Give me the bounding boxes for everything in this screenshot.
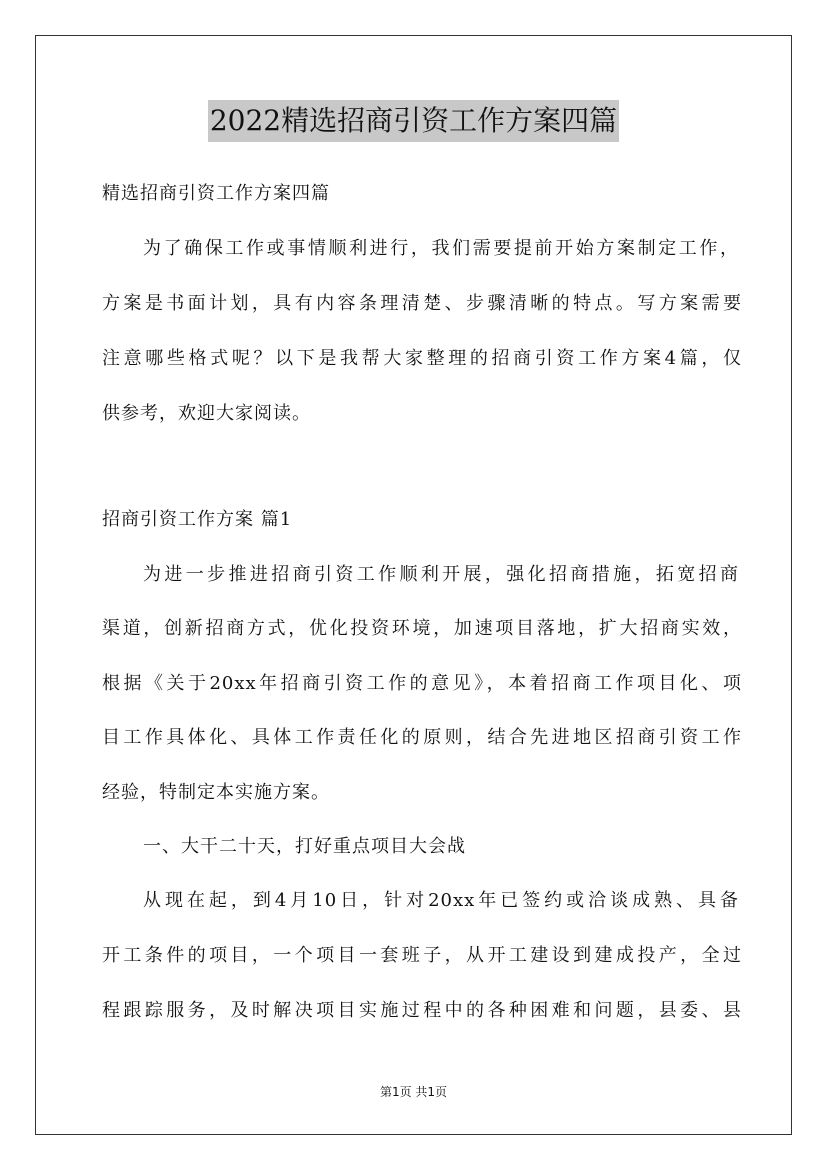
page-footer (0, 1084, 827, 1100)
paragraph1-line-4: 目工作具体化、具体工作责任化的原则，结合先进地区招商引资工作 (102, 727, 742, 748)
paragraph2-line-3: 程跟踪服务，及时解决项目实施过程中的各种困难和问题，县委、县 (102, 1000, 742, 1021)
item-heading: 一、大干二十天，打好重点项目大会战 (143, 836, 466, 857)
paragraph1-line-2: 渠道，创新招商方式，优化投资环境，加速项目落地，扩大招商实效， (102, 618, 742, 639)
paragraph1-line-3: 根据《关于20xx年招商引资工作的意见》，本着招商工作项目化、项 (102, 673, 742, 694)
paragraph2-line-1: 从现在起，到4月10日，针对20xx年已签约或洽谈成熟、具备 (143, 890, 739, 911)
paragraph1-line-5: 经验，特制定本实施方案。 (102, 782, 330, 803)
document-subtitle: 精选招商引资工作方案四篇 (102, 183, 330, 204)
paragraph1-line-1: 为进一步推进招商引资工作顺利开展，强化招商措施，拓宽招商 (143, 564, 739, 585)
intro-line-4: 供参考，欢迎大家阅读。 (102, 403, 311, 424)
intro-line-1: 为了确保工作或事情顺利进行，我们需要提前开始方案制定工作， (143, 238, 739, 259)
page-number-label: 第1页 共1页 (379, 1085, 448, 1099)
section-heading: 招商引资工作方案 篇1 (102, 509, 293, 530)
intro-line-2: 方案是书面计划，具有内容条理清楚、步骤清晰的特点。写方案需要 (102, 293, 742, 314)
intro-line-3: 注意哪些格式呢？以下是我帮大家整理的招商引资工作方案4篇，仅 (102, 348, 742, 369)
paragraph2-line-2: 开工条件的项目，一个项目一套班子，从开工建设到建成投产，全过 (102, 945, 742, 966)
document-title (0, 100, 827, 142)
document-title-text: 2022精选招商引资工作方案四篇 (208, 100, 619, 142)
